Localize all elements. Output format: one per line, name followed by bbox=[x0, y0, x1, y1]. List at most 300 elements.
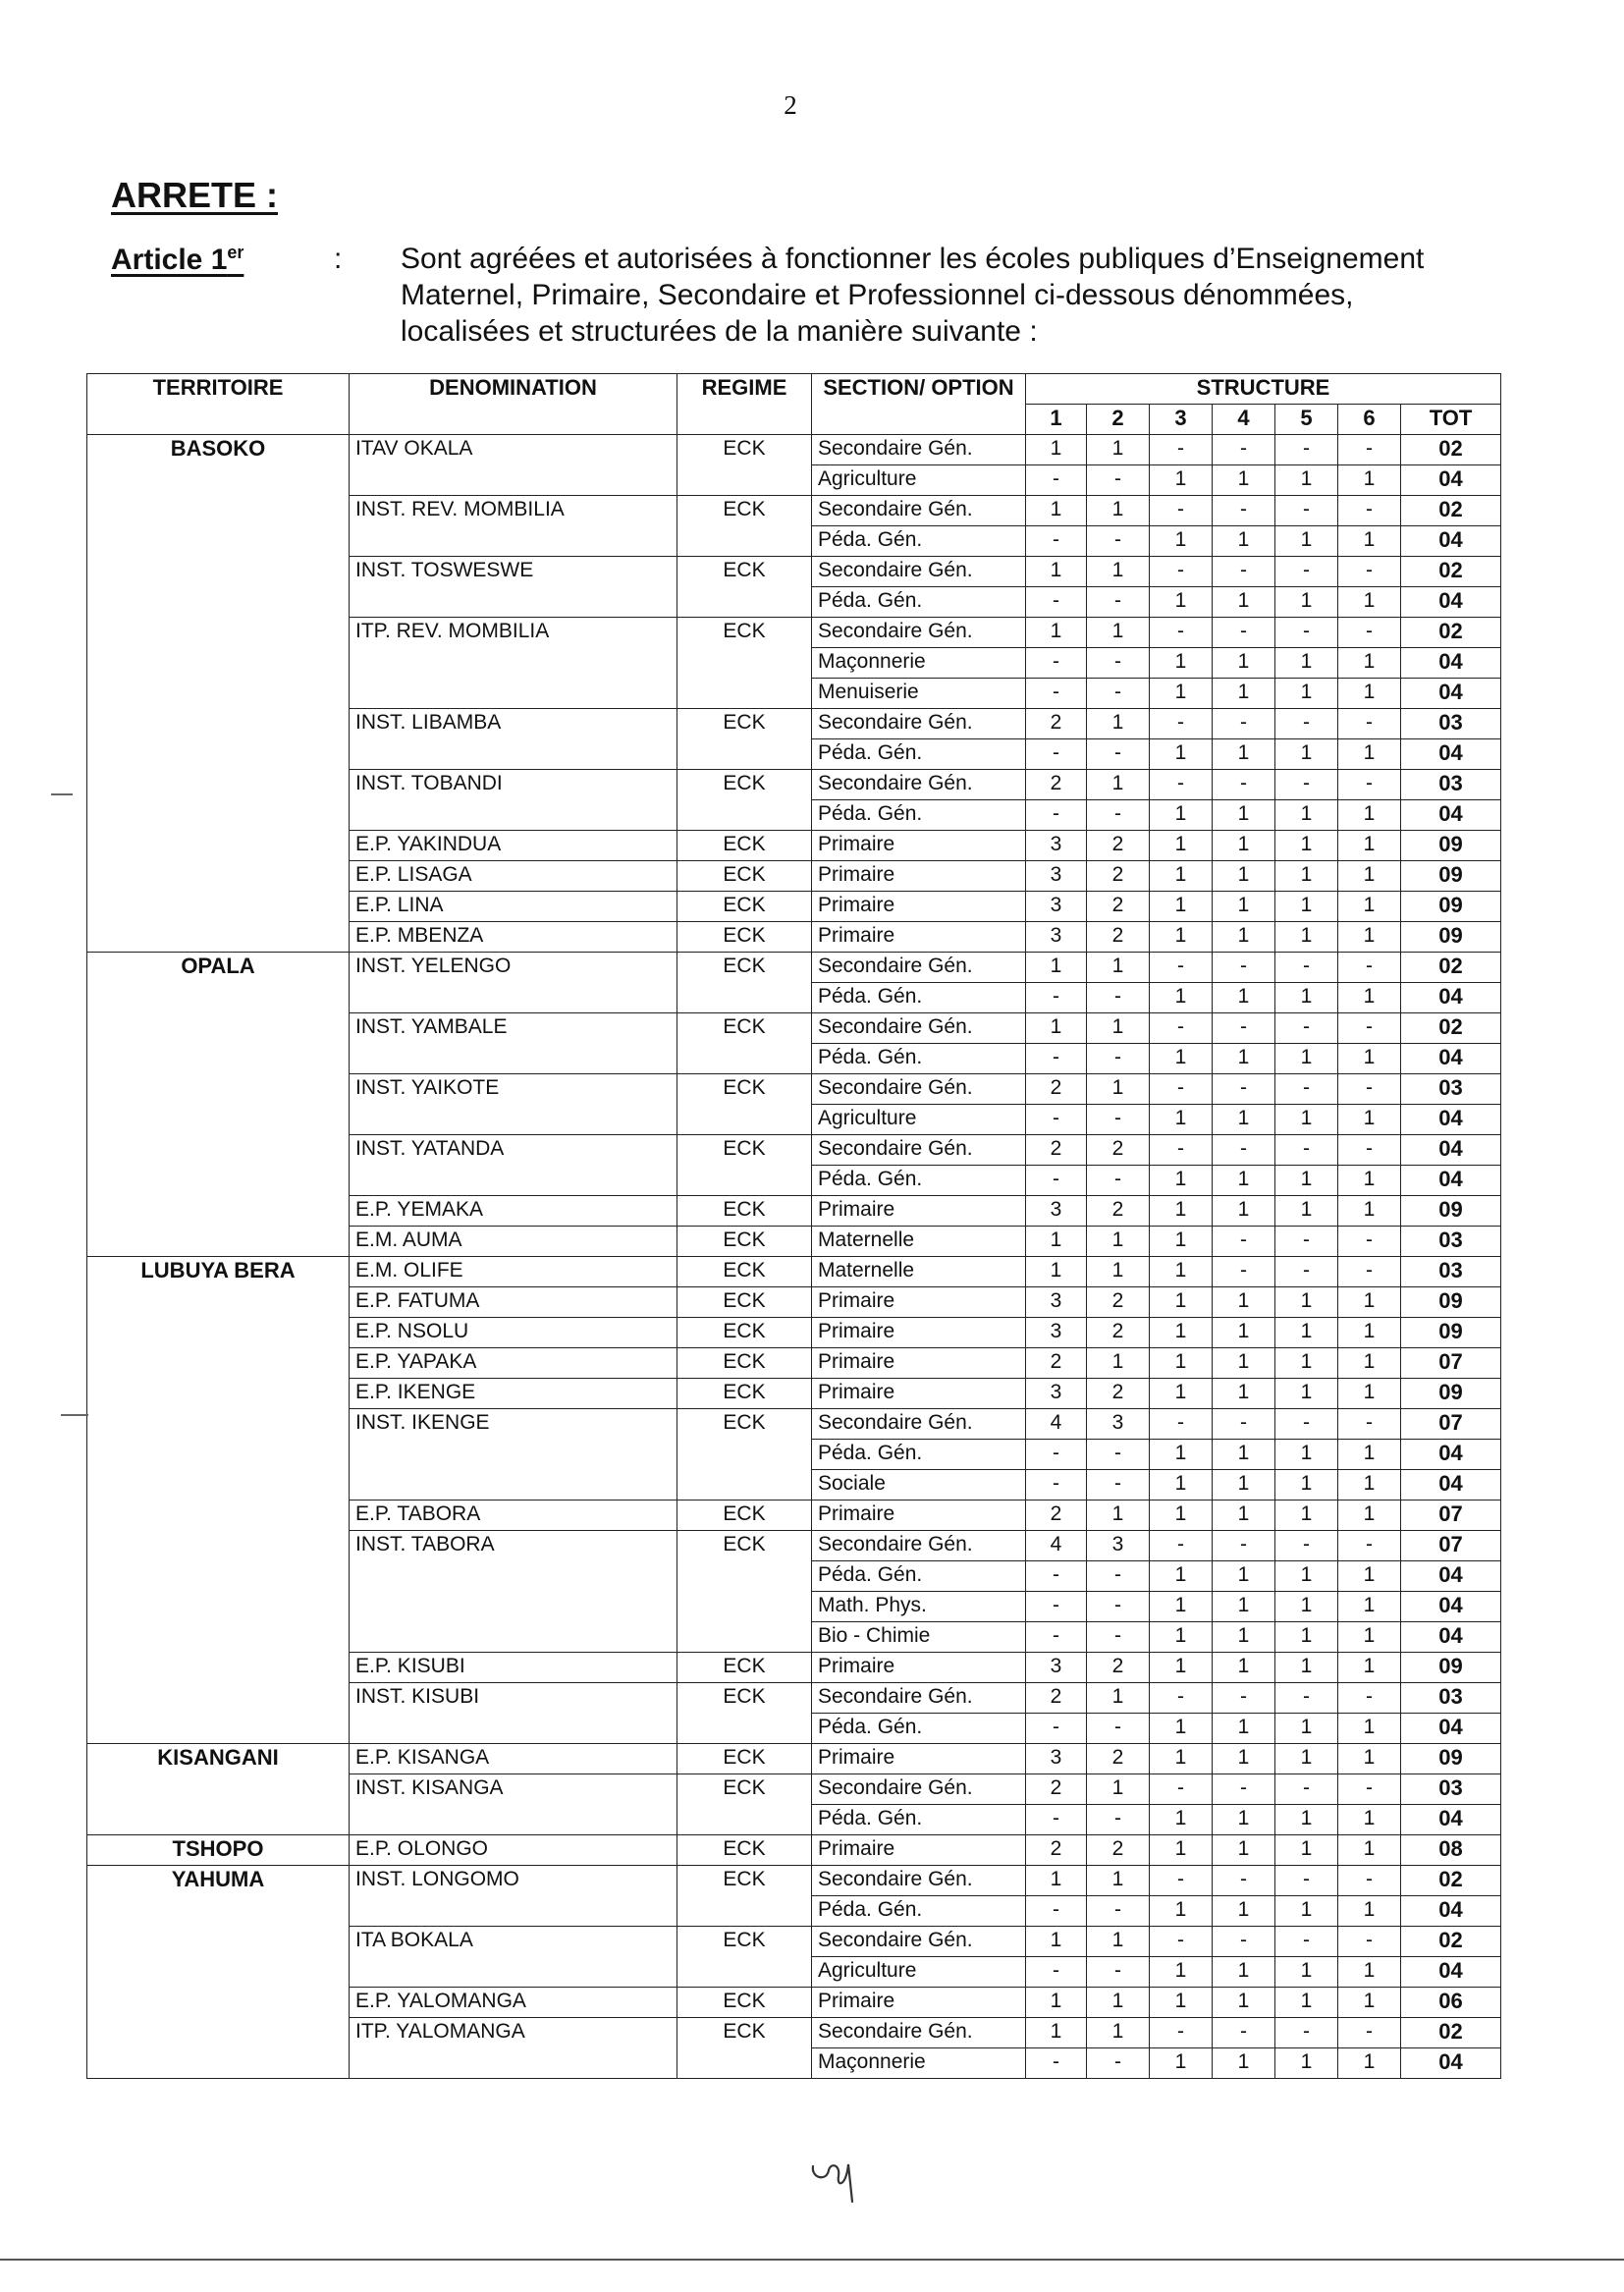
structure-cell: - bbox=[1150, 1531, 1213, 1561]
structure-cell: 2 bbox=[1087, 1653, 1150, 1683]
section-option-cell: Secondaire Gén. bbox=[812, 1013, 1026, 1044]
total-cell: 07 bbox=[1401, 1348, 1501, 1379]
structure-cell: - bbox=[1026, 465, 1087, 496]
denomination-cell: INST. KISUBI bbox=[350, 1683, 677, 1744]
regime-cell: ECK bbox=[677, 618, 812, 709]
section-option-cell: Secondaire Gén. bbox=[812, 1135, 1026, 1166]
structure-cell: 4 bbox=[1026, 1409, 1087, 1440]
structure-cell: 1 bbox=[1213, 861, 1275, 892]
structure-cell: 1 bbox=[1275, 1592, 1338, 1622]
table-row bbox=[87, 1835, 1501, 1866]
structure-cell: 1 bbox=[1026, 1866, 1087, 1896]
structure-cell: 1 bbox=[1213, 1592, 1275, 1622]
total-cell: 04 bbox=[1401, 679, 1501, 709]
regime-cell: ECK bbox=[677, 709, 812, 770]
structure-cell: 1 bbox=[1150, 1896, 1213, 1927]
structure-cell: - bbox=[1213, 1774, 1275, 1805]
structure-cell: 1 bbox=[1087, 953, 1150, 983]
structure-cell: - bbox=[1026, 739, 1087, 770]
structure-cell: 1 bbox=[1150, 1257, 1213, 1287]
denomination-cell: E.P. LISAGA bbox=[350, 861, 677, 892]
structure-cell: 2 bbox=[1087, 1379, 1150, 1409]
structure-cell: 2 bbox=[1087, 1287, 1150, 1318]
section-option-cell: Primaire bbox=[812, 1988, 1026, 2018]
section-option-cell: Primaire bbox=[812, 1348, 1026, 1379]
section-option-cell: Primaire bbox=[812, 1196, 1026, 1227]
structure-cell: 1 bbox=[1275, 1196, 1338, 1227]
total-cell: 08 bbox=[1401, 1835, 1501, 1866]
structure-cell: 1 bbox=[1026, 1227, 1087, 1257]
structure-cell: 1 bbox=[1150, 739, 1213, 770]
structure-cell: 3 bbox=[1026, 1287, 1087, 1318]
denomination-cell: E.M. OLIFE bbox=[350, 1257, 677, 1287]
structure-cell: 1 bbox=[1338, 1744, 1401, 1774]
structure-cell: 1 bbox=[1150, 1166, 1213, 1196]
structure-cell: 1 bbox=[1087, 1683, 1150, 1714]
structure-cell: - bbox=[1150, 1927, 1213, 1957]
structure-cell: - bbox=[1087, 1044, 1150, 1074]
header-tot: TOT bbox=[1401, 405, 1501, 435]
total-cell: 09 bbox=[1401, 1196, 1501, 1227]
structure-cell: 1 bbox=[1213, 679, 1275, 709]
denomination-cell: ITA BOKALA bbox=[350, 1927, 677, 1988]
denomination-cell: INST. YAIKOTE bbox=[350, 1074, 677, 1135]
table-row bbox=[87, 1744, 1501, 1774]
total-cell: 09 bbox=[1401, 861, 1501, 892]
structure-cell: 1 bbox=[1213, 1440, 1275, 1470]
structure-cell: 1 bbox=[1338, 1501, 1401, 1531]
section-option-cell: Primaire bbox=[812, 831, 1026, 861]
structure-cell: - bbox=[1150, 557, 1213, 587]
section-option-cell: Péda. Gén. bbox=[812, 1896, 1026, 1927]
structure-cell: - bbox=[1275, 709, 1338, 739]
structure-cell: 1 bbox=[1275, 831, 1338, 861]
territory-cell: OPALA bbox=[87, 953, 350, 1257]
structure-cell: 1 bbox=[1338, 526, 1401, 557]
structure-cell: - bbox=[1213, 1531, 1275, 1561]
denomination-cell: E.P. KISANGA bbox=[350, 1744, 677, 1774]
structure-cell: 2 bbox=[1087, 1835, 1150, 1866]
structure-cell: 3 bbox=[1026, 892, 1087, 922]
structure-cell: 1 bbox=[1150, 1440, 1213, 1470]
regime-cell: ECK bbox=[677, 1866, 812, 1927]
structure-cell: - bbox=[1087, 679, 1150, 709]
regime-cell: ECK bbox=[677, 1379, 812, 1409]
structure-cell: 1 bbox=[1213, 1287, 1275, 1318]
structure-cell: - bbox=[1213, 557, 1275, 587]
structure-cell: 1 bbox=[1087, 1257, 1150, 1287]
structure-cell: 1 bbox=[1338, 1957, 1401, 1988]
structure-cell: 3 bbox=[1026, 1318, 1087, 1348]
denomination-cell: INST. IKENGE bbox=[350, 1409, 677, 1501]
structure-cell: - bbox=[1275, 618, 1338, 648]
structure-cell: - bbox=[1150, 1135, 1213, 1166]
total-cell: 09 bbox=[1401, 892, 1501, 922]
total-cell: 09 bbox=[1401, 1744, 1501, 1774]
structure-cell: - bbox=[1026, 983, 1087, 1013]
regime-cell: ECK bbox=[677, 1348, 812, 1379]
structure-cell: - bbox=[1150, 1013, 1213, 1044]
structure-cell: 3 bbox=[1087, 1531, 1150, 1561]
structure-cell: - bbox=[1026, 1105, 1087, 1135]
total-cell: 03 bbox=[1401, 1074, 1501, 1105]
structure-cell: 1 bbox=[1150, 526, 1213, 557]
denomination-cell: E.P. YALOMANGA bbox=[350, 1988, 677, 2018]
territory-cell: LUBUYA BERA bbox=[87, 1257, 350, 1744]
section-option-cell: Péda. Gén. bbox=[812, 800, 1026, 831]
total-cell: 09 bbox=[1401, 831, 1501, 861]
structure-cell: 1 bbox=[1150, 1196, 1213, 1227]
denomination-cell: ITP. REV. MOMBILIA bbox=[350, 618, 677, 709]
total-cell: 09 bbox=[1401, 1379, 1501, 1409]
structure-cell: - bbox=[1338, 1927, 1401, 1957]
structure-cell: - bbox=[1338, 770, 1401, 800]
structure-cell: 1 bbox=[1338, 1318, 1401, 1348]
structure-cell: 1 bbox=[1150, 1105, 1213, 1135]
structure-cell: - bbox=[1087, 1105, 1150, 1135]
structure-cell: - bbox=[1275, 1409, 1338, 1440]
total-cell: 03 bbox=[1401, 709, 1501, 739]
structure-cell: 1 bbox=[1087, 2018, 1150, 2048]
regime-cell: ECK bbox=[677, 1683, 812, 1744]
section-option-cell: Primaire bbox=[812, 861, 1026, 892]
structure-cell: - bbox=[1338, 953, 1401, 983]
total-cell: 03 bbox=[1401, 770, 1501, 800]
denomination-cell: E.P. NSOLU bbox=[350, 1318, 677, 1348]
denomination-cell: INST. REV. MOMBILIA bbox=[350, 496, 677, 557]
denomination-cell: E.P. YAKINDUA bbox=[350, 831, 677, 861]
structure-cell: 3 bbox=[1026, 1653, 1087, 1683]
structure-cell: 1 bbox=[1150, 1348, 1213, 1379]
section-option-cell: Péda. Gén. bbox=[812, 1440, 1026, 1470]
header-col-1: 1 bbox=[1026, 405, 1087, 435]
structure-cell: - bbox=[1026, 1166, 1087, 1196]
structure-cell: - bbox=[1338, 1257, 1401, 1287]
regime-cell: ECK bbox=[677, 1744, 812, 1774]
structure-cell: - bbox=[1087, 465, 1150, 496]
structure-cell: 1 bbox=[1338, 1714, 1401, 1744]
table-row bbox=[87, 1257, 1501, 1287]
structure-cell: 1 bbox=[1338, 1379, 1401, 1409]
regime-cell: ECK bbox=[677, 496, 812, 557]
total-cell: 04 bbox=[1401, 983, 1501, 1013]
structure-cell: 3 bbox=[1026, 1196, 1087, 1227]
structure-cell: 1 bbox=[1213, 1318, 1275, 1348]
section-option-cell: Primaire bbox=[812, 922, 1026, 953]
structure-cell: - bbox=[1213, 1013, 1275, 1044]
structure-cell: - bbox=[1275, 1927, 1338, 1957]
structure-cell: 1 bbox=[1213, 648, 1275, 679]
structure-cell: 1 bbox=[1275, 1166, 1338, 1196]
denomination-cell: INST. TABORA bbox=[350, 1531, 677, 1653]
structure-cell: 1 bbox=[1026, 1927, 1087, 1957]
section-option-cell: Péda. Gén. bbox=[812, 1714, 1026, 1744]
section-option-cell: Secondaire Gén. bbox=[812, 1866, 1026, 1896]
regime-cell: ECK bbox=[677, 1135, 812, 1196]
structure-cell: 1 bbox=[1275, 587, 1338, 618]
denomination-cell: INST. LONGOMO bbox=[350, 1866, 677, 1927]
structure-cell: - bbox=[1087, 1714, 1150, 1744]
structure-cell: 1 bbox=[1026, 1257, 1087, 1287]
structure-cell: 1 bbox=[1026, 953, 1087, 983]
structure-cell: - bbox=[1275, 1135, 1338, 1166]
structure-cell: 1 bbox=[1338, 1348, 1401, 1379]
regime-cell: ECK bbox=[677, 1318, 812, 1348]
section-option-cell: Péda. Gén. bbox=[812, 983, 1026, 1013]
structure-cell: - bbox=[1026, 1561, 1087, 1592]
structure-cell: 1 bbox=[1338, 1835, 1401, 1866]
total-cell: 02 bbox=[1401, 1927, 1501, 1957]
territory-cell: TSHOPO bbox=[87, 1835, 350, 1866]
structure-cell: 1 bbox=[1150, 1592, 1213, 1622]
structure-cell: - bbox=[1338, 1409, 1401, 1440]
structure-cell: - bbox=[1026, 800, 1087, 831]
structure-cell: 1 bbox=[1338, 892, 1401, 922]
structure-cell: - bbox=[1275, 1683, 1338, 1714]
structure-cell: 1 bbox=[1213, 2048, 1275, 2079]
denomination-cell: ITAV OKALA bbox=[350, 435, 677, 496]
structure-cell: 1 bbox=[1213, 465, 1275, 496]
section-option-cell: Péda. Gén. bbox=[812, 1805, 1026, 1835]
total-cell: 02 bbox=[1401, 618, 1501, 648]
denomination-cell: E.P. FATUMA bbox=[350, 1287, 677, 1318]
structure-cell: - bbox=[1213, 770, 1275, 800]
structure-cell: - bbox=[1150, 435, 1213, 465]
section-option-cell: Primaire bbox=[812, 1318, 1026, 1348]
structure-cell: 1 bbox=[1150, 1622, 1213, 1653]
structure-cell: - bbox=[1087, 1440, 1150, 1470]
structure-cell: 3 bbox=[1026, 922, 1087, 953]
total-cell: 03 bbox=[1401, 1227, 1501, 1257]
structure-cell: 1 bbox=[1150, 1653, 1213, 1683]
structure-cell: 1 bbox=[1275, 1440, 1338, 1470]
regime-cell: ECK bbox=[677, 1653, 812, 1683]
structure-cell: 2 bbox=[1026, 709, 1087, 739]
structure-cell: 2 bbox=[1087, 892, 1150, 922]
structure-cell: - bbox=[1338, 1866, 1401, 1896]
structure-cell: - bbox=[1338, 1531, 1401, 1561]
regime-cell: ECK bbox=[677, 557, 812, 618]
regime-cell: ECK bbox=[677, 1227, 812, 1257]
structure-cell: - bbox=[1150, 1866, 1213, 1896]
structure-cell: 1 bbox=[1087, 557, 1150, 587]
structure-cell: - bbox=[1338, 1074, 1401, 1105]
structure-cell: 1 bbox=[1338, 1622, 1401, 1653]
regime-cell: ECK bbox=[677, 1196, 812, 1227]
structure-cell: - bbox=[1150, 1683, 1213, 1714]
total-cell: 04 bbox=[1401, 1561, 1501, 1592]
regime-cell: ECK bbox=[677, 922, 812, 953]
total-cell: 03 bbox=[1401, 1683, 1501, 1714]
structure-cell: - bbox=[1338, 1013, 1401, 1044]
total-cell: 04 bbox=[1401, 2048, 1501, 2079]
structure-cell: 1 bbox=[1087, 709, 1150, 739]
total-cell: 04 bbox=[1401, 465, 1501, 496]
header-section-option: SECTION/ OPTION bbox=[812, 374, 1026, 435]
structure-cell: 1 bbox=[1275, 1379, 1338, 1409]
structure-cell: - bbox=[1026, 1044, 1087, 1074]
structure-cell: 1 bbox=[1338, 1561, 1401, 1592]
structure-cell: 1 bbox=[1026, 435, 1087, 465]
table-row bbox=[87, 435, 1501, 465]
structure-cell: - bbox=[1087, 526, 1150, 557]
page-number: 2 bbox=[784, 90, 797, 120]
structure-cell: - bbox=[1150, 770, 1213, 800]
section-option-cell: Péda. Gén. bbox=[812, 587, 1026, 618]
structure-cell: 1 bbox=[1275, 861, 1338, 892]
structure-cell: 1 bbox=[1338, 1988, 1401, 2018]
structure-cell: 1 bbox=[1275, 648, 1338, 679]
structure-cell: - bbox=[1338, 2018, 1401, 2048]
regime-cell: ECK bbox=[677, 1774, 812, 1835]
structure-cell: - bbox=[1275, 1074, 1338, 1105]
total-cell: 07 bbox=[1401, 1531, 1501, 1561]
structure-cell: 1 bbox=[1338, 739, 1401, 770]
denomination-cell: E.P. YAPAKA bbox=[350, 1348, 677, 1379]
total-cell: 04 bbox=[1401, 1592, 1501, 1622]
total-cell: 04 bbox=[1401, 800, 1501, 831]
structure-cell: - bbox=[1275, 1531, 1338, 1561]
regime-cell: ECK bbox=[677, 1501, 812, 1531]
total-cell: 04 bbox=[1401, 739, 1501, 770]
section-option-cell: Secondaire Gén. bbox=[812, 2018, 1026, 2048]
structure-cell: - bbox=[1150, 618, 1213, 648]
structure-cell: - bbox=[1087, 1561, 1150, 1592]
structure-cell: 1 bbox=[1150, 465, 1213, 496]
total-cell: 04 bbox=[1401, 1044, 1501, 1074]
structure-cell: 1 bbox=[1275, 1957, 1338, 1988]
total-cell: 04 bbox=[1401, 587, 1501, 618]
article-colon: : bbox=[334, 243, 343, 275]
structure-cell: - bbox=[1213, 1257, 1275, 1287]
structure-cell: - bbox=[1087, 587, 1150, 618]
regime-cell: ECK bbox=[677, 1074, 812, 1135]
structure-cell: 1 bbox=[1275, 800, 1338, 831]
structure-cell: 1 bbox=[1338, 1470, 1401, 1501]
structure-cell: 1 bbox=[1213, 1714, 1275, 1744]
structure-cell: - bbox=[1213, 1409, 1275, 1440]
structure-cell: 1 bbox=[1150, 861, 1213, 892]
structure-cell: 1 bbox=[1150, 800, 1213, 831]
section-option-cell: Secondaire Gén. bbox=[812, 1409, 1026, 1440]
structure-cell: 1 bbox=[1213, 1805, 1275, 1835]
structure-cell: - bbox=[1213, 2018, 1275, 2048]
structure-cell: - bbox=[1087, 648, 1150, 679]
structure-cell: 1 bbox=[1087, 1866, 1150, 1896]
structure-cell: 1 bbox=[1338, 648, 1401, 679]
structure-cell: - bbox=[1338, 435, 1401, 465]
structure-cell: 1 bbox=[1150, 1470, 1213, 1501]
structure-cell: 1 bbox=[1087, 1013, 1150, 1044]
structure-table bbox=[86, 373, 1501, 2079]
structure-cell: 1 bbox=[1150, 679, 1213, 709]
structure-cell: 1 bbox=[1087, 1774, 1150, 1805]
signature-mark bbox=[805, 2147, 884, 2206]
structure-cell: 1 bbox=[1338, 1896, 1401, 1927]
structure-cell: - bbox=[1275, 770, 1338, 800]
section-option-cell: Péda. Gén. bbox=[812, 739, 1026, 770]
structure-cell: 1 bbox=[1338, 831, 1401, 861]
total-cell: 02 bbox=[1401, 435, 1501, 465]
structure-cell: - bbox=[1087, 1470, 1150, 1501]
structure-cell: 1 bbox=[1338, 587, 1401, 618]
structure-cell: 1 bbox=[1213, 1622, 1275, 1653]
section-option-cell: Secondaire Gén. bbox=[812, 1774, 1026, 1805]
structure-cell: 1 bbox=[1275, 739, 1338, 770]
structure-cell: - bbox=[1087, 1957, 1150, 1988]
structure-cell: 1 bbox=[1150, 1988, 1213, 2018]
structure-cell: - bbox=[1213, 1683, 1275, 1714]
section-option-cell: Primaire bbox=[812, 1744, 1026, 1774]
structure-cell: 1 bbox=[1275, 1287, 1338, 1318]
structure-cell: 1 bbox=[1026, 496, 1087, 526]
total-cell: 03 bbox=[1401, 1257, 1501, 1287]
structure-cell: 1 bbox=[1150, 1805, 1213, 1835]
structure-cell: 1 bbox=[1275, 1896, 1338, 1927]
structure-cell: - bbox=[1275, 1774, 1338, 1805]
section-option-cell: Math. Phys. bbox=[812, 1592, 1026, 1622]
section-option-cell: Secondaire Gén. bbox=[812, 496, 1026, 526]
structure-cell: 1 bbox=[1338, 983, 1401, 1013]
structure-cell: - bbox=[1026, 1622, 1087, 1653]
structure-cell: - bbox=[1026, 679, 1087, 709]
structure-cell: 1 bbox=[1150, 1379, 1213, 1409]
structure-cell: 1 bbox=[1150, 587, 1213, 618]
structure-cell: 2 bbox=[1087, 1318, 1150, 1348]
section-option-cell: Secondaire Gén. bbox=[812, 618, 1026, 648]
header-structure: STRUCTURE bbox=[1026, 374, 1501, 405]
structure-cell: 1 bbox=[1087, 618, 1150, 648]
section-option-cell: Maçonnerie bbox=[812, 648, 1026, 679]
denomination-cell: INST. TOSWESWE bbox=[350, 557, 677, 618]
structure-cell: 1 bbox=[1275, 1653, 1338, 1683]
structure-cell: - bbox=[1338, 709, 1401, 739]
structure-cell: - bbox=[1087, 983, 1150, 1013]
table-head bbox=[87, 374, 1501, 435]
structure-cell: 1 bbox=[1338, 2048, 1401, 2079]
structure-cell: 2 bbox=[1026, 1135, 1087, 1166]
structure-cell: 2 bbox=[1026, 1683, 1087, 1714]
total-cell: 04 bbox=[1401, 1957, 1501, 1988]
article-label-sup: er bbox=[227, 243, 244, 262]
header-col-2: 2 bbox=[1087, 405, 1150, 435]
structure-cell: 1 bbox=[1275, 1988, 1338, 2018]
structure-cell: - bbox=[1026, 1592, 1087, 1622]
regime-cell: ECK bbox=[677, 1257, 812, 1287]
structure-cell: - bbox=[1213, 1135, 1275, 1166]
structure-cell: 1 bbox=[1150, 1318, 1213, 1348]
structure-cell: 1 bbox=[1150, 1501, 1213, 1531]
total-cell: 04 bbox=[1401, 1896, 1501, 1927]
denomination-cell: INST. LIBAMBA bbox=[350, 709, 677, 770]
structure-cell: 1 bbox=[1087, 1988, 1150, 2018]
section-option-cell: Maternelle bbox=[812, 1227, 1026, 1257]
section-option-cell: Péda. Gén. bbox=[812, 1561, 1026, 1592]
section-option-cell: Secondaire Gén. bbox=[812, 709, 1026, 739]
structure-cell: 1 bbox=[1338, 1440, 1401, 1470]
structure-cell: - bbox=[1338, 1774, 1401, 1805]
structure-cell: - bbox=[1150, 1074, 1213, 1105]
structure-cell: 1 bbox=[1026, 1013, 1087, 1044]
denomination-cell: E.P. OLONGO bbox=[350, 1835, 677, 1866]
structure-cell: 1 bbox=[1213, 739, 1275, 770]
regime-cell: ECK bbox=[677, 1013, 812, 1074]
structure-cell: 2 bbox=[1026, 1074, 1087, 1105]
structure-cell: 2 bbox=[1026, 1835, 1087, 1866]
margin-mark-1 bbox=[51, 793, 73, 795]
header-col-4: 4 bbox=[1213, 405, 1275, 435]
denomination-cell: INST. YAMBALE bbox=[350, 1013, 677, 1074]
